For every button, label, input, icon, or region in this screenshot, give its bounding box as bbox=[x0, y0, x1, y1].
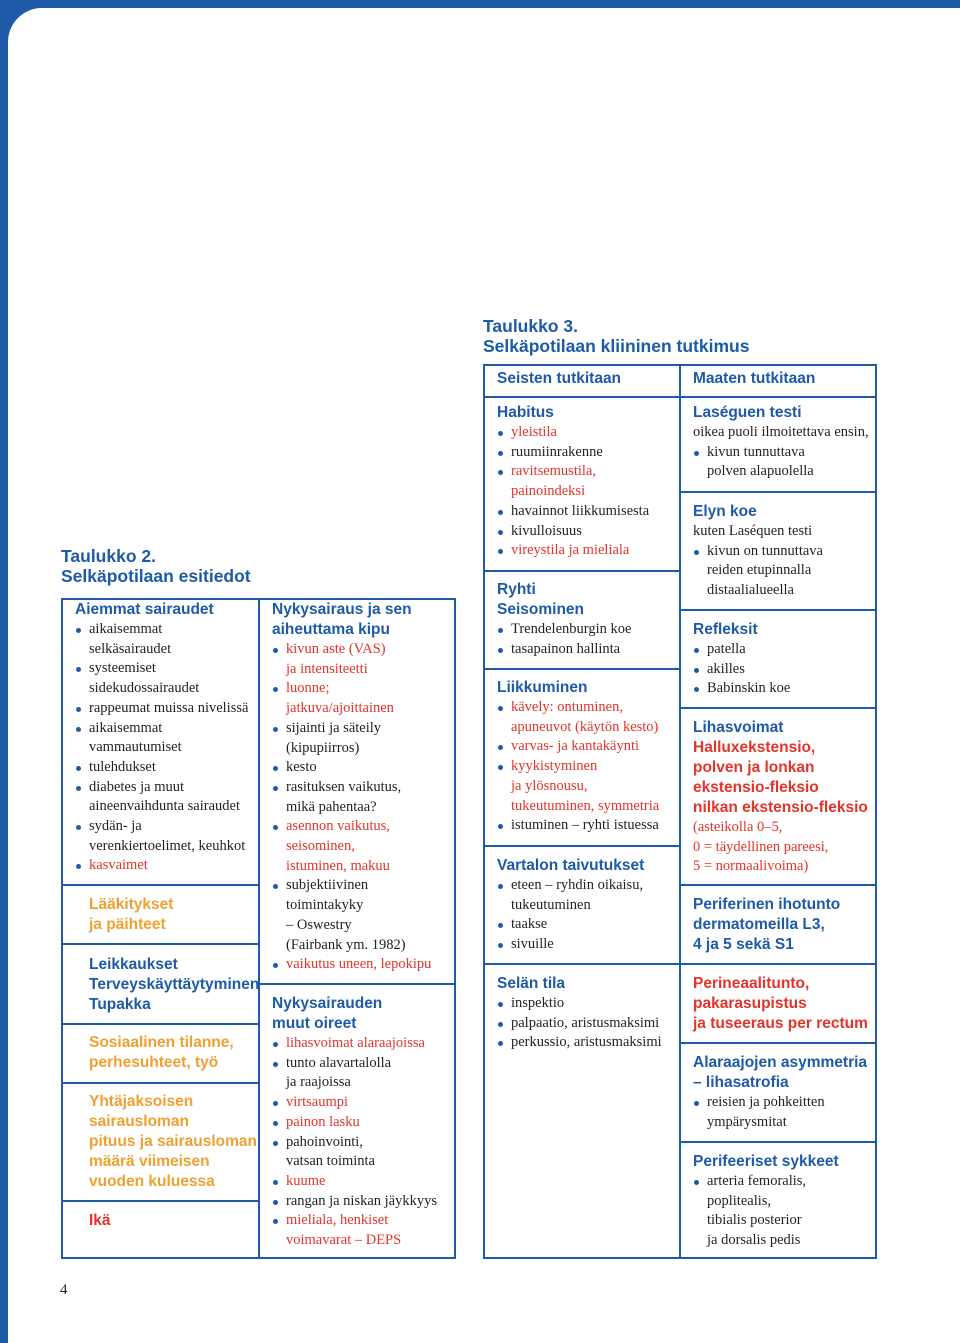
list-item: lihasvoimat alaraajoissa bbox=[272, 1034, 454, 1054]
list-item: rasituksen vaikutus, mikä pahentaa? bbox=[272, 778, 454, 817]
list-item: kivun aste (VAS) ja intensiteetti bbox=[272, 640, 454, 679]
list-item: vireystila ja mieliala bbox=[497, 541, 679, 561]
list-item: kasvaimet bbox=[75, 856, 257, 876]
t2-sep-3 bbox=[61, 1023, 259, 1025]
list-item: aikaisemmat selkäsairaudet bbox=[75, 620, 257, 659]
section-lihasvoimat: Lihasvoimat Halluxekstensio, polven ja lonkan ekstensio-fleksio nilkan ekstensio-fleksio (asteikolla 0–5, 0 = täydellinen pareesi, 5 = normaalivoima) bbox=[693, 719, 868, 875]
table3-title-line1: Taulukko 3. bbox=[483, 316, 578, 336]
list-item: subjektiivinen toimintakyky – Oswestry (Fairbank ym. 1982) bbox=[272, 876, 454, 955]
section-muut-oireet: Nykysairauden muut oireet lihasvoimat alaraajoissa tunto alavartalolla ja raajoissa virtsaumpi painon lasku pahoinvointi, vatsan toiminta kuume rangan ja niskan jäykkyys mieliala, henkiset voimavarat – DEPS bbox=[272, 994, 454, 1251]
list-item: varvas- ja kantakäynti bbox=[497, 737, 679, 757]
habitus-list bbox=[497, 423, 679, 561]
list-item: tulehdukset bbox=[75, 758, 257, 778]
list-item: rappeumat muissa nivelissä bbox=[75, 699, 257, 719]
section-elyn-koe: Elyn koe kuten Laséquen testi kivun on tunnuttava reiden etupinnalla distaalialueella bbox=[693, 502, 876, 601]
t2-sep-1 bbox=[61, 884, 259, 886]
t3-sep-c2-7 bbox=[679, 1141, 877, 1143]
section-perifeeriset-sykkeet: Perifeeriset sykkeet arteria femoralis, poplitealis, tibialis posterior ja dorsalis pedis bbox=[693, 1152, 876, 1251]
list-item: asennon vaikutus, seisominen, istuminen, makuu bbox=[272, 817, 454, 876]
list-item: arteria femoralis, poplitealis, tibialis posterior ja dorsalis pedis bbox=[693, 1172, 876, 1251]
vartalo-list bbox=[497, 876, 679, 955]
nykysairaus-list bbox=[272, 640, 454, 975]
aiemmat-heading: Aiemmat sairaudet bbox=[75, 601, 214, 618]
list-item: kesto bbox=[272, 758, 454, 778]
section-laakitykset: Lääkitykset ja päihteet bbox=[89, 896, 174, 933]
t3-sep-c2-5 bbox=[679, 963, 877, 965]
section-periferinen-ihotunto: Periferinen ihotunto dermatomeilla L3, 4 ja 5 sekä S1 bbox=[693, 896, 841, 953]
t3-sep-c2-1 bbox=[679, 491, 877, 493]
col-header-maaten: Maaten tutkitaan bbox=[693, 370, 816, 387]
t3-sep-c1-3 bbox=[483, 845, 680, 847]
table2-divider bbox=[258, 598, 260, 1259]
laseguen-intro: oikea puoli ilmoitettava ensin, bbox=[693, 424, 869, 440]
page-number: 4 bbox=[60, 1282, 68, 1298]
aiemmat-list bbox=[75, 620, 257, 876]
list-item: taakse bbox=[497, 915, 679, 935]
list-item: systeemiset sidekudossairaudet bbox=[75, 659, 257, 698]
list-item: mieliala, henkiset voimavarat – DEPS bbox=[272, 1211, 454, 1250]
list-item: kivulloisuus bbox=[497, 522, 679, 542]
section-selan-tila: Selän tila inspektio palpaatio, aristusmaksimi perkussio, aristusmaksimi bbox=[497, 974, 679, 1053]
list-item: sivuille bbox=[497, 935, 679, 955]
list-item: eteen – ryhdin oikaisu, tukeutuminen bbox=[497, 876, 679, 915]
list-item: sydän- ja verenkiertoelimet, keuhkot bbox=[75, 817, 257, 856]
list-item: aikaisemmat vammautumiset bbox=[75, 719, 257, 758]
section-sosiaalinen-tilanne: Sosiaalinen tilanne, perhesuhteet, työ bbox=[89, 1034, 234, 1071]
elyn-intro: kuten Laséquen testi bbox=[693, 523, 813, 539]
t3-sep-c2-2 bbox=[679, 609, 877, 611]
list-item: kävely: ontuminen, apuneuvot (käytön kesto) bbox=[497, 698, 679, 737]
section-leikkaukset: Leikkaukset Terveyskäyttäytyminen Tupakka bbox=[89, 956, 260, 1013]
section-aiemmat-sairaudet bbox=[75, 600, 257, 876]
asymmetria-list bbox=[693, 1093, 876, 1132]
table3-title-line2: Selkäpotilaan kliininen tutkimus bbox=[483, 336, 750, 356]
ryhti-list bbox=[497, 620, 679, 659]
list-item: ruumiinrakenne bbox=[497, 443, 679, 463]
laseguen-list bbox=[693, 443, 876, 482]
sykkeet-list bbox=[693, 1172, 876, 1251]
list-item: reisien ja pohkeitten ympärysmitat bbox=[693, 1093, 876, 1132]
list-item: perkussio, aristusmaksimi bbox=[497, 1033, 679, 1053]
list-item: tasapainon hallinta bbox=[497, 640, 679, 660]
table2-title-line1: Taulukko 2. bbox=[61, 546, 156, 566]
muut-oireet-list bbox=[272, 1034, 454, 1251]
t3-sep-c1-4 bbox=[483, 963, 680, 965]
list-item: ravitsemustila, painoindeksi bbox=[497, 462, 679, 501]
col-header-seisten: Seisten tutkitaan bbox=[497, 370, 622, 387]
section-ika: Ikä bbox=[89, 1212, 111, 1229]
table2-title bbox=[61, 546, 251, 586]
t2-sep-2 bbox=[61, 943, 259, 945]
table3-header-divider bbox=[679, 364, 681, 398]
list-item: vaikutus uneen, lepokipu bbox=[272, 955, 454, 975]
list-item: kivun tunnuttava polven alapuolella bbox=[693, 443, 876, 482]
list-item: Babinskin koe bbox=[693, 679, 876, 699]
section-perineaalitunto: Perineaalitunto, pakarasupistus ja tuseeraus per rectum bbox=[693, 975, 868, 1032]
t2-sep-5 bbox=[61, 1200, 259, 1202]
list-item: sijainti ja säteily (kipupiirros) bbox=[272, 719, 454, 758]
list-item: virtsaumpi bbox=[272, 1093, 454, 1113]
list-item: istuminen – ryhti istuessa bbox=[497, 816, 679, 836]
list-item: pahoinvointi, vatsan toiminta bbox=[272, 1133, 454, 1172]
t2-sep-4 bbox=[61, 1082, 259, 1084]
list-item: kivun on tunnuttava reiden etupinnalla distaalialueella bbox=[693, 542, 876, 601]
liikkuminen-list bbox=[497, 698, 679, 836]
section-sairausloma: Yhtäjaksoisen sairausloman pituus ja sairausloman määrä viimeisen vuoden kuluessa bbox=[89, 1093, 257, 1190]
refleksit-list bbox=[693, 640, 876, 699]
table2-title-line2: Selkäpotilaan esitiedot bbox=[61, 566, 251, 586]
list-item: kuume bbox=[272, 1172, 454, 1192]
list-item: rangan ja niskan jäykkyys bbox=[272, 1192, 454, 1212]
section-vartalon-taivutukset: Vartalon taivutukset eteen – ryhdin oikaisu, tukeutuminen taakse sivuille bbox=[497, 856, 679, 955]
list-item: painon lasku bbox=[272, 1113, 454, 1133]
t3-sep-c2-6 bbox=[679, 1042, 877, 1044]
list-item: Trendelenburgin koe bbox=[497, 620, 679, 640]
section-liikkuminen: Liikkuminen kävely: ontuminen, apuneuvot (käytön kesto) varvas- ja kantakäynti kyykistyminen ja ylösnousu, tukeutuminen, symmetria istuminen – ryhti istuessa bbox=[497, 678, 679, 836]
section-laseguen-testi: Laséguen testi oikea puoli ilmoitettava ensin, kivun tunnuttava polven alapuolella bbox=[693, 403, 876, 482]
list-item: patella bbox=[693, 640, 876, 660]
list-item: akilles bbox=[693, 660, 876, 680]
t3-sep-c1-2 bbox=[483, 668, 680, 670]
t3-sep-c2-3 bbox=[679, 707, 877, 709]
section-nykysairaus: Nykysairaus ja sen aiheuttama kipu kivun aste (VAS) ja intensiteetti luonne; jatkuva/ajoittainen sijainti ja säteily (kipupiirros) kesto rasituksen vaikutus, mikä pahentaa? asennon vaikutus, seisominen, istuminen, makuu subjektiivinen toimintakyky – Oswestry (Fairbank ym. 1982) vaikutus uneen, lepokipu bbox=[272, 600, 454, 975]
section-refleksit: Refleksit patella akilles Babinskin koe bbox=[693, 620, 876, 699]
list-item: diabetes ja muut aineenvaihdunta sairaudet bbox=[75, 778, 257, 817]
table3-body-divider bbox=[679, 396, 681, 1259]
section-habitus: Habitus yleistila ruumiinrakenne ravitsemustila, painoindeksi havainnot liikkumisesta kivulloisuus vireystila ja mieliala bbox=[497, 403, 679, 561]
list-item: luonne; jatkuva/ajoittainen bbox=[272, 679, 454, 718]
selan-tila-list bbox=[497, 994, 679, 1053]
list-item: havainnot liikkumisesta bbox=[497, 502, 679, 522]
table3-title bbox=[483, 316, 749, 356]
t3-sep-c1-1 bbox=[483, 570, 680, 572]
list-item: palpaatio, aristusmaksimi bbox=[497, 1014, 679, 1034]
section-ryhti: Ryhti Seisominen Trendelenburgin koe tasapainon hallinta bbox=[497, 580, 679, 659]
list-item: kyykistyminen ja ylösnousu, tukeutuminen, symmetria bbox=[497, 757, 679, 816]
elyn-list bbox=[693, 542, 876, 601]
list-item: tunto alavartalolla ja raajoissa bbox=[272, 1054, 454, 1093]
section-alaraajojen-asymmetria: Alaraajojen asymmetria – lihasatrofia reisien ja pohkeitten ympärysmitat bbox=[693, 1053, 876, 1132]
t2-sep-right bbox=[258, 983, 456, 985]
list-item: inspektio bbox=[497, 994, 679, 1014]
list-item: yleistila bbox=[497, 423, 679, 443]
t3-sep-c2-4 bbox=[679, 884, 877, 886]
